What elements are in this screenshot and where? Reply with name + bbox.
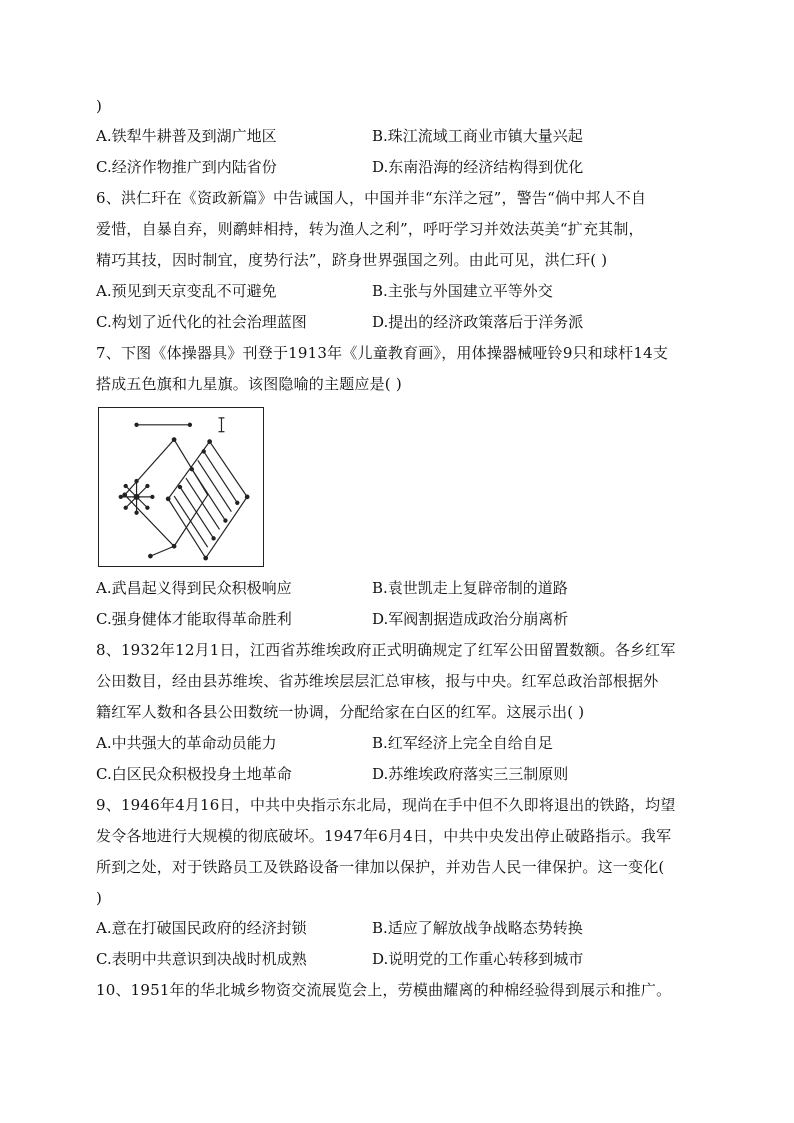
q5-option-d[interactable]: D.东南沿海的经济结构得到优化 (372, 158, 584, 176)
q7-stem-line-1: 7、下图《体操器具》刊登于1913年《儿童教育画》，用体操器械哑铃9只和球杆14支 (96, 344, 669, 362)
q9-stem-line-4: ) (96, 889, 103, 907)
q6-stem-line-2: 爱惜，自暴自弃，则鹬蚌相持，转为渔人之利”，呼吁学习并效法英美“扩充其制， (96, 220, 644, 238)
q8-stem-line-2: 公田数目，经由县苏维埃、省苏维埃层层汇总审核，报与中央。红军总政治部根据外 (96, 672, 659, 690)
q8-stem-line-3: 籍红军人数和各县公田数统一协调，分配给家在白区的红军。这展示出( ) (96, 703, 585, 721)
q9-option-c[interactable]: C.表明中共意识到决战时机成熟 (96, 950, 307, 968)
gymnastics-equipment-figure (98, 407, 264, 567)
q6-option-c[interactable]: C.构划了近代化的社会治理蓝图 (96, 313, 307, 331)
q8-option-a[interactable]: A.中共强大的革命动员能力 (96, 734, 277, 752)
q7-option-d[interactable]: D.军阀割据造成政治分崩离析 (372, 610, 569, 628)
q9-option-b[interactable]: B.适应了解放战争战略态势转换 (372, 919, 583, 937)
q8-option-c[interactable]: C.白区民众积极投身土地革命 (96, 765, 292, 783)
q7-option-a[interactable]: A.武昌起义得到民众积极响应 (96, 579, 292, 597)
q6-option-d[interactable]: D.提出的经济政策落后于洋务派 (372, 313, 584, 331)
right-diamond-flag (168, 442, 247, 559)
q7-option-b[interactable]: B.袁世凯走上复辟帝制的道路 (372, 579, 568, 597)
q10-stem-line-1: 10、1951年的华北城乡物资交流展览会上，劳模曲耀离的种棉经验得到展示和推广。 (96, 981, 672, 999)
flags-illustration (99, 408, 263, 566)
q7-stem-line-2: 搭成五色旗和九星旗。该图隐喻的主题应是( ) (96, 375, 402, 393)
q8-option-b[interactable]: B.红军经济上完全自给自足 (372, 734, 553, 752)
q7-option-c[interactable]: C.强身健体才能取得革命胜利 (96, 610, 292, 628)
q9-stem-line-3: 所到之处，对于铁路员工及铁路设备一律加以保护，并劝告人民一律保护。这一变化( (96, 858, 665, 876)
q9-option-d[interactable]: D.说明党的工作重心转移到城市 (372, 950, 584, 968)
q8-option-d[interactable]: D.苏维埃政府落实三三制原则 (372, 765, 569, 783)
q6-option-b[interactable]: B.主张与外国建立平等外交 (372, 282, 553, 300)
q5-option-c[interactable]: C.经济作物推广到内陆省份 (96, 158, 277, 176)
q9-stem-line-1: 9、1946年4月16日，中共中央指示东北局，现尚在手中但不久即将退出的铁路，均望 (96, 796, 676, 814)
q6-stem-line-3: 精巧其技，因时制宜，度势行法”，跻身世界强国之列。由此可见，洪仁玕( ) (96, 251, 608, 269)
q9-option-a[interactable]: A.意在打破国民政府的经济封锁 (96, 919, 307, 937)
q6-stem-line-1: 6、洪仁玕在《资政新篇》中告诫国人，中国并非“东洋之冠”，警告“倘中邦人不自 (96, 189, 647, 207)
q5-option-b[interactable]: B.珠江流域工商业市镇大量兴起 (372, 127, 583, 145)
question-5-stem-end: ) (96, 97, 103, 115)
q8-stem-line-1: 8、1932年12月1日，江西省苏维埃政府正式明确规定了红军公田留置数额。各乡红军 (96, 641, 676, 659)
q5-option-a[interactable]: A.铁犁牛耕普及到湖广地区 (96, 127, 277, 145)
q6-option-a[interactable]: A.预见到天京变乱不可避免 (96, 282, 277, 300)
nine-star-burst (119, 479, 154, 514)
q9-stem-line-2: 发令各地进行大规模的彻底破坏。1947年6月4日，中共中央发出停止破路指示。我军 (96, 827, 672, 845)
